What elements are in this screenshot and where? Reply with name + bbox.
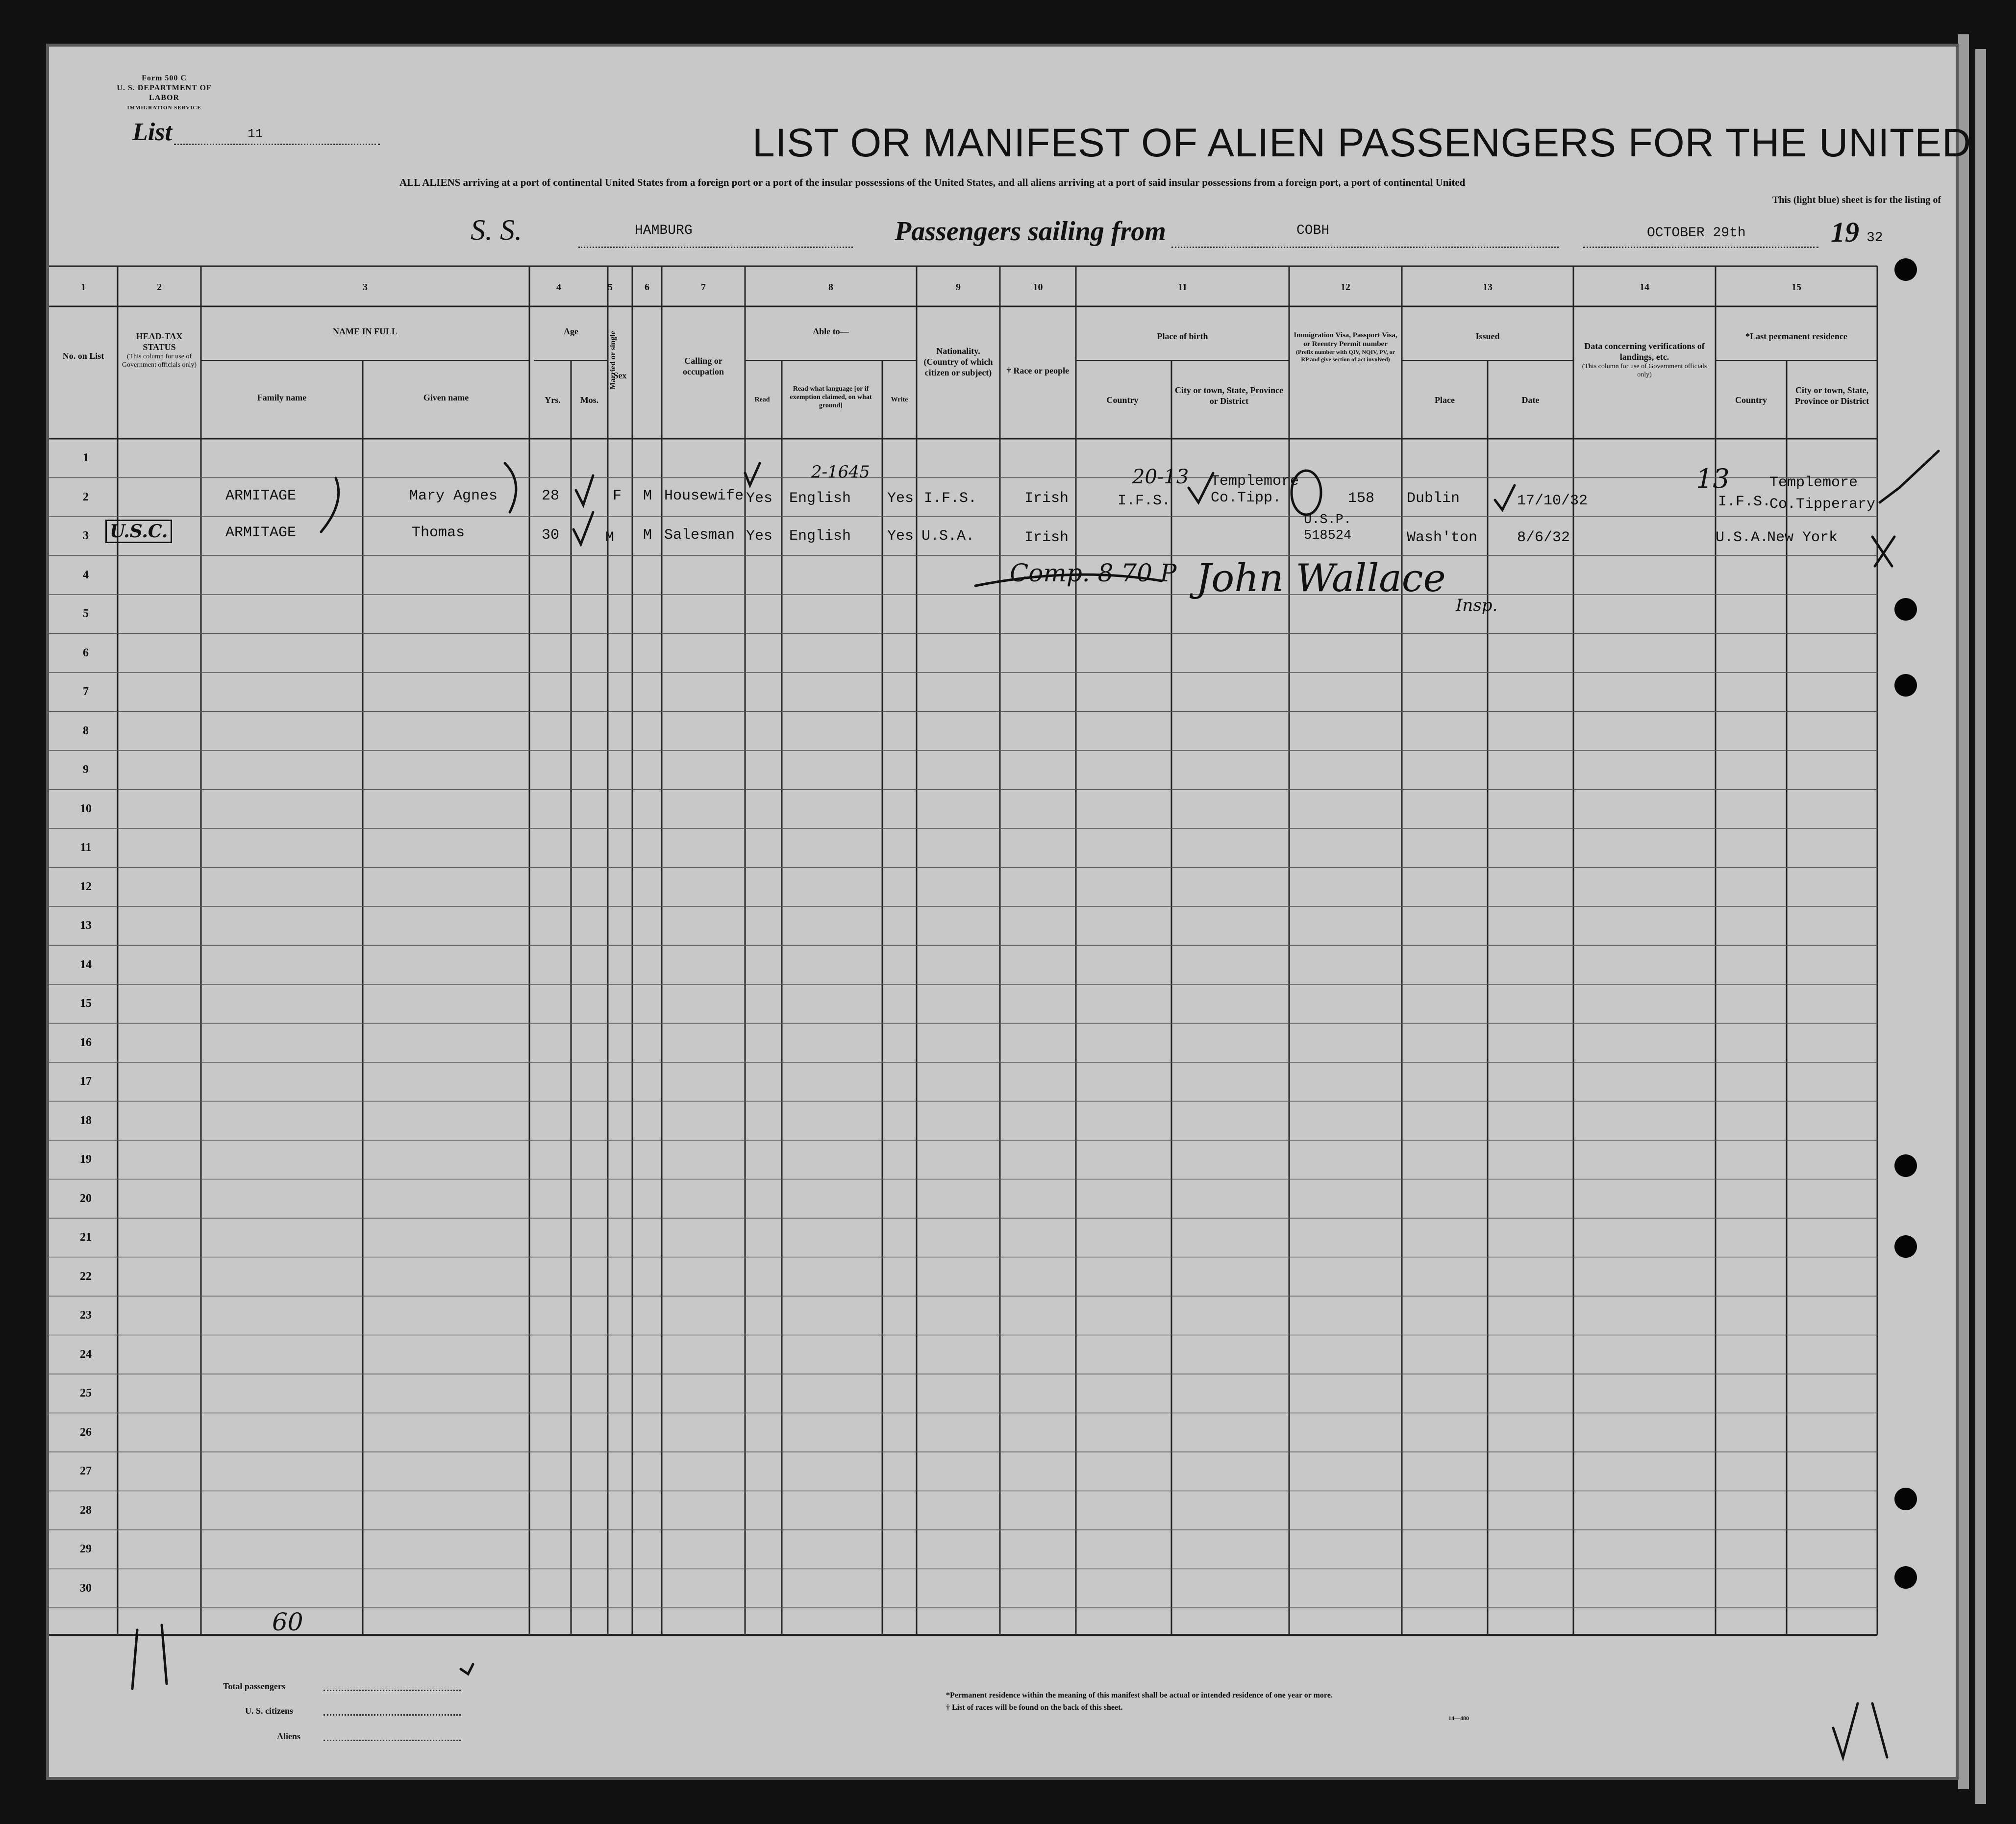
p2-race: Irish (1024, 529, 1069, 546)
row-number-8: 8 (83, 724, 89, 737)
p1-visa: 158 (1348, 490, 1375, 507)
p1-family: ARMITAGE (225, 488, 297, 504)
p2-res-city: New York (1767, 529, 1838, 546)
row-number-16: 16 (80, 1036, 92, 1049)
col-num-9: 9 (956, 282, 961, 293)
header-sex: Sex (613, 371, 627, 380)
row-number-15: 15 (80, 997, 92, 1010)
row-number-24: 24 (80, 1348, 92, 1361)
subtitle-line2: This (light blue) sheet is for the listing of (1772, 195, 1941, 205)
inspector-signature: John Wallace (1196, 556, 1446, 600)
aliens-label: Aliens (277, 1731, 301, 1741)
list-label: List (132, 118, 172, 146)
header-able-to: Able to— (813, 326, 849, 336)
header-visa-note: (Prefix number with QIV, NQIV, PV, or RP and give section of act involved) (1296, 349, 1395, 363)
row-number-5: 5 (83, 607, 89, 620)
header-write: Write (891, 396, 908, 403)
header-issued-place: Place (1435, 395, 1455, 405)
row-number-17: 17 (80, 1075, 92, 1088)
col-num-7: 7 (701, 282, 706, 293)
us-citizens-label: U. S. citizens (245, 1706, 293, 1716)
header-birth-city: City or town, State, Province or District (1174, 385, 1284, 406)
header-birth-country: Country (1106, 395, 1139, 405)
col-num-10: 10 (1033, 282, 1043, 293)
row-number-20: 20 (80, 1192, 92, 1205)
col-num-8: 8 (828, 282, 833, 293)
p1-res-country: I.F.S. (1718, 494, 1771, 510)
p1-birth-country: I.F.S. (1118, 493, 1171, 509)
year-prefix: 19 (1831, 216, 1859, 248)
p1-yrs: 28 (542, 488, 560, 504)
col-num-12: 12 (1341, 282, 1350, 293)
form-code: 14—480 (1448, 1715, 1469, 1722)
manifest-sheet (49, 47, 1972, 1777)
p1-read: Yes (746, 490, 773, 507)
page-edge-2 (1975, 49, 1986, 1804)
sailing-date: OCTOBER 29th (1647, 225, 1746, 241)
row-number-6: 6 (83, 646, 89, 659)
handwritten-read-note: 2-1645 (811, 462, 870, 482)
header-res-city: City or town, State, Province or District (1794, 385, 1869, 406)
header-age: Age (564, 326, 578, 336)
p1-issued-date: 17/10/32 (1517, 493, 1588, 509)
p2-res-country: U.S.A. (1716, 529, 1769, 546)
punch-hole-4 (1894, 1154, 1917, 1177)
punch-hole-2 (1894, 598, 1917, 621)
year-suffix: 32 (1867, 230, 1883, 246)
header-res-country: Country (1735, 395, 1767, 405)
p1-language: English (789, 490, 851, 507)
header-married: Married or single (609, 331, 617, 390)
ship-name: HAMBURG (635, 223, 693, 238)
col-num-11: 11 (1178, 282, 1187, 293)
p2-write: Yes (887, 528, 914, 545)
header-visa-title: Immigration Visa, Passport Visa, or Reentry Permit number (1294, 331, 1397, 348)
punch-hole-7 (1894, 1566, 1917, 1589)
subtitle-line1: ALL ALIENS arriving at a port of continental United States from a foreign port or a port of the insular possessions of the United States, and all aliens arriving at a port of said insular possessions from a foreign port, a port of continental United (399, 176, 1466, 188)
p2-given: Thomas (412, 525, 465, 541)
p2-read: Yes (746, 528, 773, 545)
row-number-10: 10 (80, 802, 92, 815)
footnote-races: † List of races will be found on the back of this sheet. (946, 1703, 1123, 1712)
p2-issued-date: 8/6/32 (1517, 529, 1570, 546)
col-num-2: 2 (157, 282, 162, 293)
header-mos: Mos. (580, 395, 599, 405)
p1-occupation: Housewife (664, 488, 744, 504)
row-number-1: 1 (83, 451, 89, 464)
form-department: U. S. DEPARTMENT OF LABOR (117, 84, 212, 102)
form-number: Form 500 C (142, 74, 187, 82)
p1-write: Yes (887, 490, 914, 507)
header-nationality: Nationality. (Country of which citizen or subject) (923, 346, 993, 377)
col-num-13: 13 (1483, 282, 1493, 293)
footnote-residence: *Permanent residence within the meaning of this manifest shall be actual or intended residence of one year or more. (946, 1691, 1333, 1699)
handwritten-margin-mark: U.S.C. (105, 520, 172, 543)
header-race: † Race or people (1006, 366, 1070, 375)
p1-given: Mary Agnes (409, 488, 498, 504)
header-landings-title: Data concerning verifications of landings, etc. (1584, 341, 1705, 362)
handwritten-bottom-number: 60 (272, 1608, 303, 1636)
p2-yrs: 30 (542, 527, 560, 544)
col-num-4: 4 (556, 282, 561, 293)
row-number-27: 27 (80, 1465, 92, 1477)
ss-label: S. S. (471, 214, 522, 246)
header-calling: Calling or occupation (682, 356, 724, 376)
p1-issued-place: Dublin (1407, 490, 1460, 507)
header-read: Read (754, 396, 770, 403)
header-no-on-list: No. on List (62, 351, 104, 361)
row-number-19: 19 (80, 1153, 92, 1166)
col-num-15: 15 (1792, 282, 1801, 293)
row-number-11: 11 (80, 841, 92, 854)
port-name: COBH (1296, 223, 1330, 238)
inspector-comp-note: Comp. 8 70 P (1010, 559, 1177, 587)
handwritten-birth-note: 20-13 (1132, 466, 1189, 488)
total-passengers-label: Total passengers (223, 1681, 285, 1691)
page-edge-1 (1958, 34, 1969, 1789)
header-issued: Issued (1475, 331, 1500, 341)
row-number-23: 23 (80, 1309, 92, 1322)
p2-married: M (643, 527, 652, 544)
p2-family: ARMITAGE (225, 525, 297, 541)
p2-nationality: U.S.A. (921, 528, 975, 545)
row-number-22: 22 (80, 1270, 92, 1283)
us-citizens-leader (324, 1714, 461, 1716)
row-number-2: 2 (83, 490, 89, 503)
punch-hole-6 (1894, 1488, 1917, 1510)
header-read-language: Read what language [or if exemption claimed, on what ground] (790, 385, 872, 409)
header-head-tax-note: (This column for use of Government officials only) (122, 353, 197, 369)
aliens-leader (324, 1740, 461, 1741)
header-head-tax-title: HEAD-TAX STATUS (136, 331, 183, 352)
total-passengers-leader (324, 1690, 461, 1691)
p2-occupation: Salesman (664, 527, 735, 544)
p1-res-city: Templemore Co.Tipperary (1769, 475, 1876, 513)
row-number-9: 9 (83, 763, 89, 776)
p2-visa: U.S.P. 518524 (1304, 513, 1352, 543)
p2-language: English (789, 528, 851, 545)
handwritten-res-note: 13 (1696, 463, 1730, 494)
header-given-name: Given name (423, 393, 469, 402)
p1-married: M (643, 488, 652, 504)
p1-sex: F (613, 488, 622, 504)
punch-hole-3 (1894, 674, 1917, 697)
p2-sex: M (605, 529, 615, 546)
header-family-name: Family name (257, 393, 307, 402)
row-number-12: 12 (80, 880, 92, 893)
header-issued-date: Date (1521, 395, 1540, 405)
header-landings-note: (This column for use of Government officials only) (1582, 363, 1707, 378)
col-num-3: 3 (363, 282, 368, 293)
punch-hole-1 (1894, 258, 1917, 281)
row-number-29: 29 (80, 1543, 92, 1555)
row-number-3: 3 (83, 529, 89, 542)
header-place-of-birth: Place of birth (1157, 331, 1208, 341)
header-last-residence: *Last permanent residence (1745, 331, 1847, 341)
row-number-4: 4 (83, 568, 89, 581)
row-number-28: 28 (80, 1503, 92, 1517)
p1-birth-city: Templemore Co.Tipp. (1211, 473, 1299, 506)
row-number-18: 18 (80, 1114, 92, 1127)
page-title: LIST OR MANIFEST OF ALIEN PASSENGERS FOR THE UNITED (752, 121, 1972, 165)
col-num-6: 6 (645, 282, 649, 293)
p2-issued-place: Wash'ton (1407, 529, 1478, 546)
p1-race: Irish (1024, 490, 1069, 507)
row-number-13: 13 (80, 919, 92, 932)
punch-hole-5 (1894, 1235, 1917, 1258)
ink-marks (49, 47, 1956, 1777)
row-number-21: 21 (80, 1231, 92, 1244)
header-name-in-full: NAME IN FULL (332, 326, 398, 336)
list-number: 11 (248, 126, 263, 141)
row-number-30: 30 (80, 1581, 92, 1595)
row-number-14: 14 (80, 958, 92, 971)
row-number-7: 7 (83, 685, 89, 698)
sailing-label: Passengers sailing from (895, 216, 1166, 247)
col-num-14: 14 (1640, 282, 1649, 293)
p1-nationality: I.F.S. (924, 490, 977, 507)
col-num-1: 1 (81, 282, 86, 293)
form-service: IMMIGRATION SERVICE (127, 105, 201, 111)
inspector-title: Insp. (1456, 596, 1498, 615)
row-number-26: 26 (80, 1425, 92, 1439)
row-number-25: 25 (80, 1387, 92, 1399)
col-num-5: 5 (608, 282, 613, 293)
header-yrs: Yrs. (545, 395, 561, 405)
